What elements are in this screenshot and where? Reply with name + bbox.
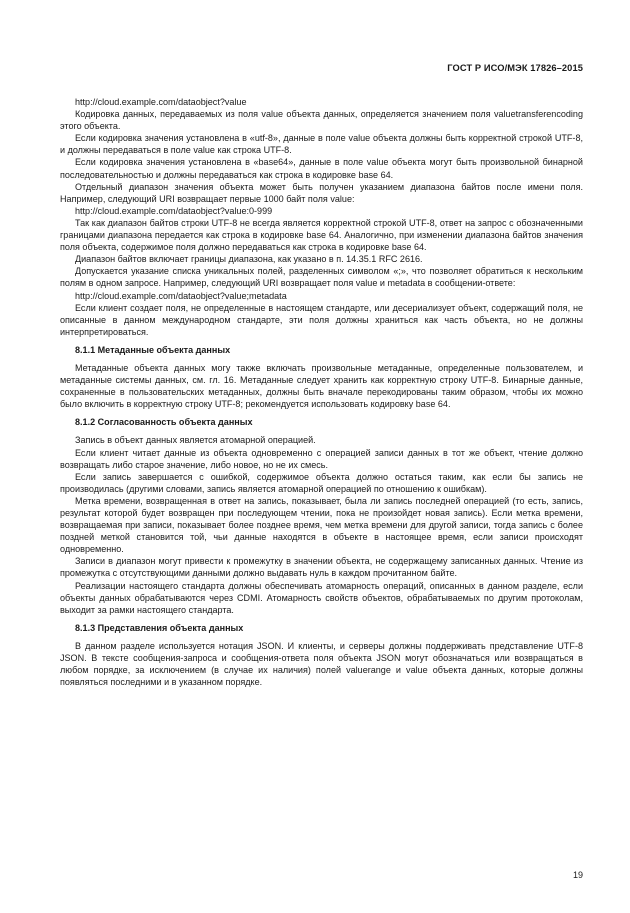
page-number: 19	[572, 870, 583, 880]
body-paragraph: Если кодировка значения установлена в «base64», данные в поле value объекта могут быть произвольной бинарной последовательностью и должны передаваться как строка в кодировке base 64.	[60, 157, 583, 180]
body-paragraph: Отдельный диапазон значения объекта может быть получен указанием диапазона байтов после имени поля. Например, следующий URI возвращает первые 1000 байт поля value:	[60, 181, 583, 204]
body-paragraph: http://cloud.example.com/dataobject?value:0-999	[75, 205, 273, 216]
body-paragraph: Если клиент читает данные из объекта одновременно с операцией записи данных в тот же объект, чтение должно возвращать либо старое значение, либо новое, но не их смесь.	[60, 447, 583, 470]
body-paragraph: Записи в диапазон могут привести к промежутку в значении объекта, не содержащему записанных данных. Чтение из промежутка с отсутствующими данными должно выдавать нуль в каждом прочитанном байте.	[60, 556, 583, 579]
body-paragraph: Метаданные объекта данных могу также включать произвольные метаданные, определенные пользователем, и метаданные системы данных, см. гл. 16. Метаданные следует хранить как корректную строку UTF-8. Бинарные данные, сохраненные в пользовательских метаданных, должны быть вначале перекодированы таким образом, чтобы их можно было включить в корректную строку UTF-8; рекомендуется использовать кодировку base 64.	[60, 362, 583, 410]
body-paragraph: Если запись завершается с ошибкой, содержимое объекта должно остаться таким, как если бы запись не производилась (другими словами, запись является атомарной операцией по отношению к ошибкам).	[60, 471, 583, 494]
body-paragraph: http://cloud.example.com/dataobject?value	[75, 97, 247, 107]
body-paragraph: Запись в объект данных является атомарной операцией.	[75, 435, 316, 446]
document-body	[60, 96, 583, 688]
document-header: ГОСТ Р ИСО/МЭК 17826–2015	[447, 63, 583, 73]
body-paragraph: Если кодировка значения установлена в «utf-8», данные в поле value объекта должны быть корректной строкой UTF-8, и должны передаваться в поле value как строка UTF-8.	[60, 133, 583, 156]
body-paragraph: Допускается указание списка уникальных полей, разделенных символом «;», что позволяет обратиться к нескольким полям в одном запросе. Например, следующий URI возвращает поля value и metadata в сообщении-ответе:	[60, 266, 583, 289]
body-paragraph: Так как диапазон байтов строки UTF-8 не всегда является корректной строкой UTF-8, ответ на запрос с обозначенными границами диапазона передается как строка в кодировке base 64. Аналогично, при изменении диапазона байтов значения поля объекта, содержимое поля должно передаваться как строка в кодировке base 64.	[60, 217, 583, 253]
body-paragraph: http://cloud.example.com/dataobject?value;metadata	[75, 290, 287, 301]
body-paragraph: Диапазон байтов включает границы диапазона, как указано в п. 14.35.1 RFC 2616.	[75, 254, 423, 265]
body-paragraph: Если клиент создает поля, не определенные в настоящем стандарте, или десериализует объект, содержащий поля, не описанные в данном международном стандарте, эти поля должны храниться как часть объекта, но не должны интерпретироваться.	[60, 302, 583, 337]
body-paragraph: В данном разделе используется нотация JSON. И клиенты, и серверы должны поддерживать представление UTF-8 JSON. В тексте сообщения-запроса и сообщения-ответа поля объекта JSON могут обозначаться или возвращаться в любом порядке, за исключением (в случае их наличия) полей valuerange и value объекта данных, которые должны появляться последними и в указанном порядке.	[60, 640, 583, 688]
body-paragraph: Кодировка данных, передаваемых из поля value объекта данных, определяется значением поля valuetransferencoding этого объекта.	[60, 109, 583, 132]
section-heading: 8.1.1 Метаданные объекта данных	[75, 344, 231, 355]
body-paragraph: Метка времени, возвращенная в ответ на запись, показывает, была ли запись последней операцией (то есть, запись, результат которой будет возвращен при последующем чтении, пока не произойдет новая запись). Если метка времени, возвращаемая при записи, показывает более позднее время, чем метка времени для другой записи, тогда запись с более поздней меткой становится той, чьи данные находятся в объекте в настоящее время, если записи происходят одновременно.	[60, 495, 583, 555]
section-heading: 8.1.2 Согласованность объекта данных	[75, 417, 253, 428]
body-paragraph: Реализации настоящего стандарта должны обеспечивать атомарность операций, описанных в данном разделе, если объекты данных обрабатываются через CDMI. Атомарность свойств объектов, обрабатываемых по другим протоколам, выходит за рамки настоящего стандарта.	[60, 580, 583, 615]
section-heading: 8.1.3 Представления объекта данных	[75, 622, 244, 633]
